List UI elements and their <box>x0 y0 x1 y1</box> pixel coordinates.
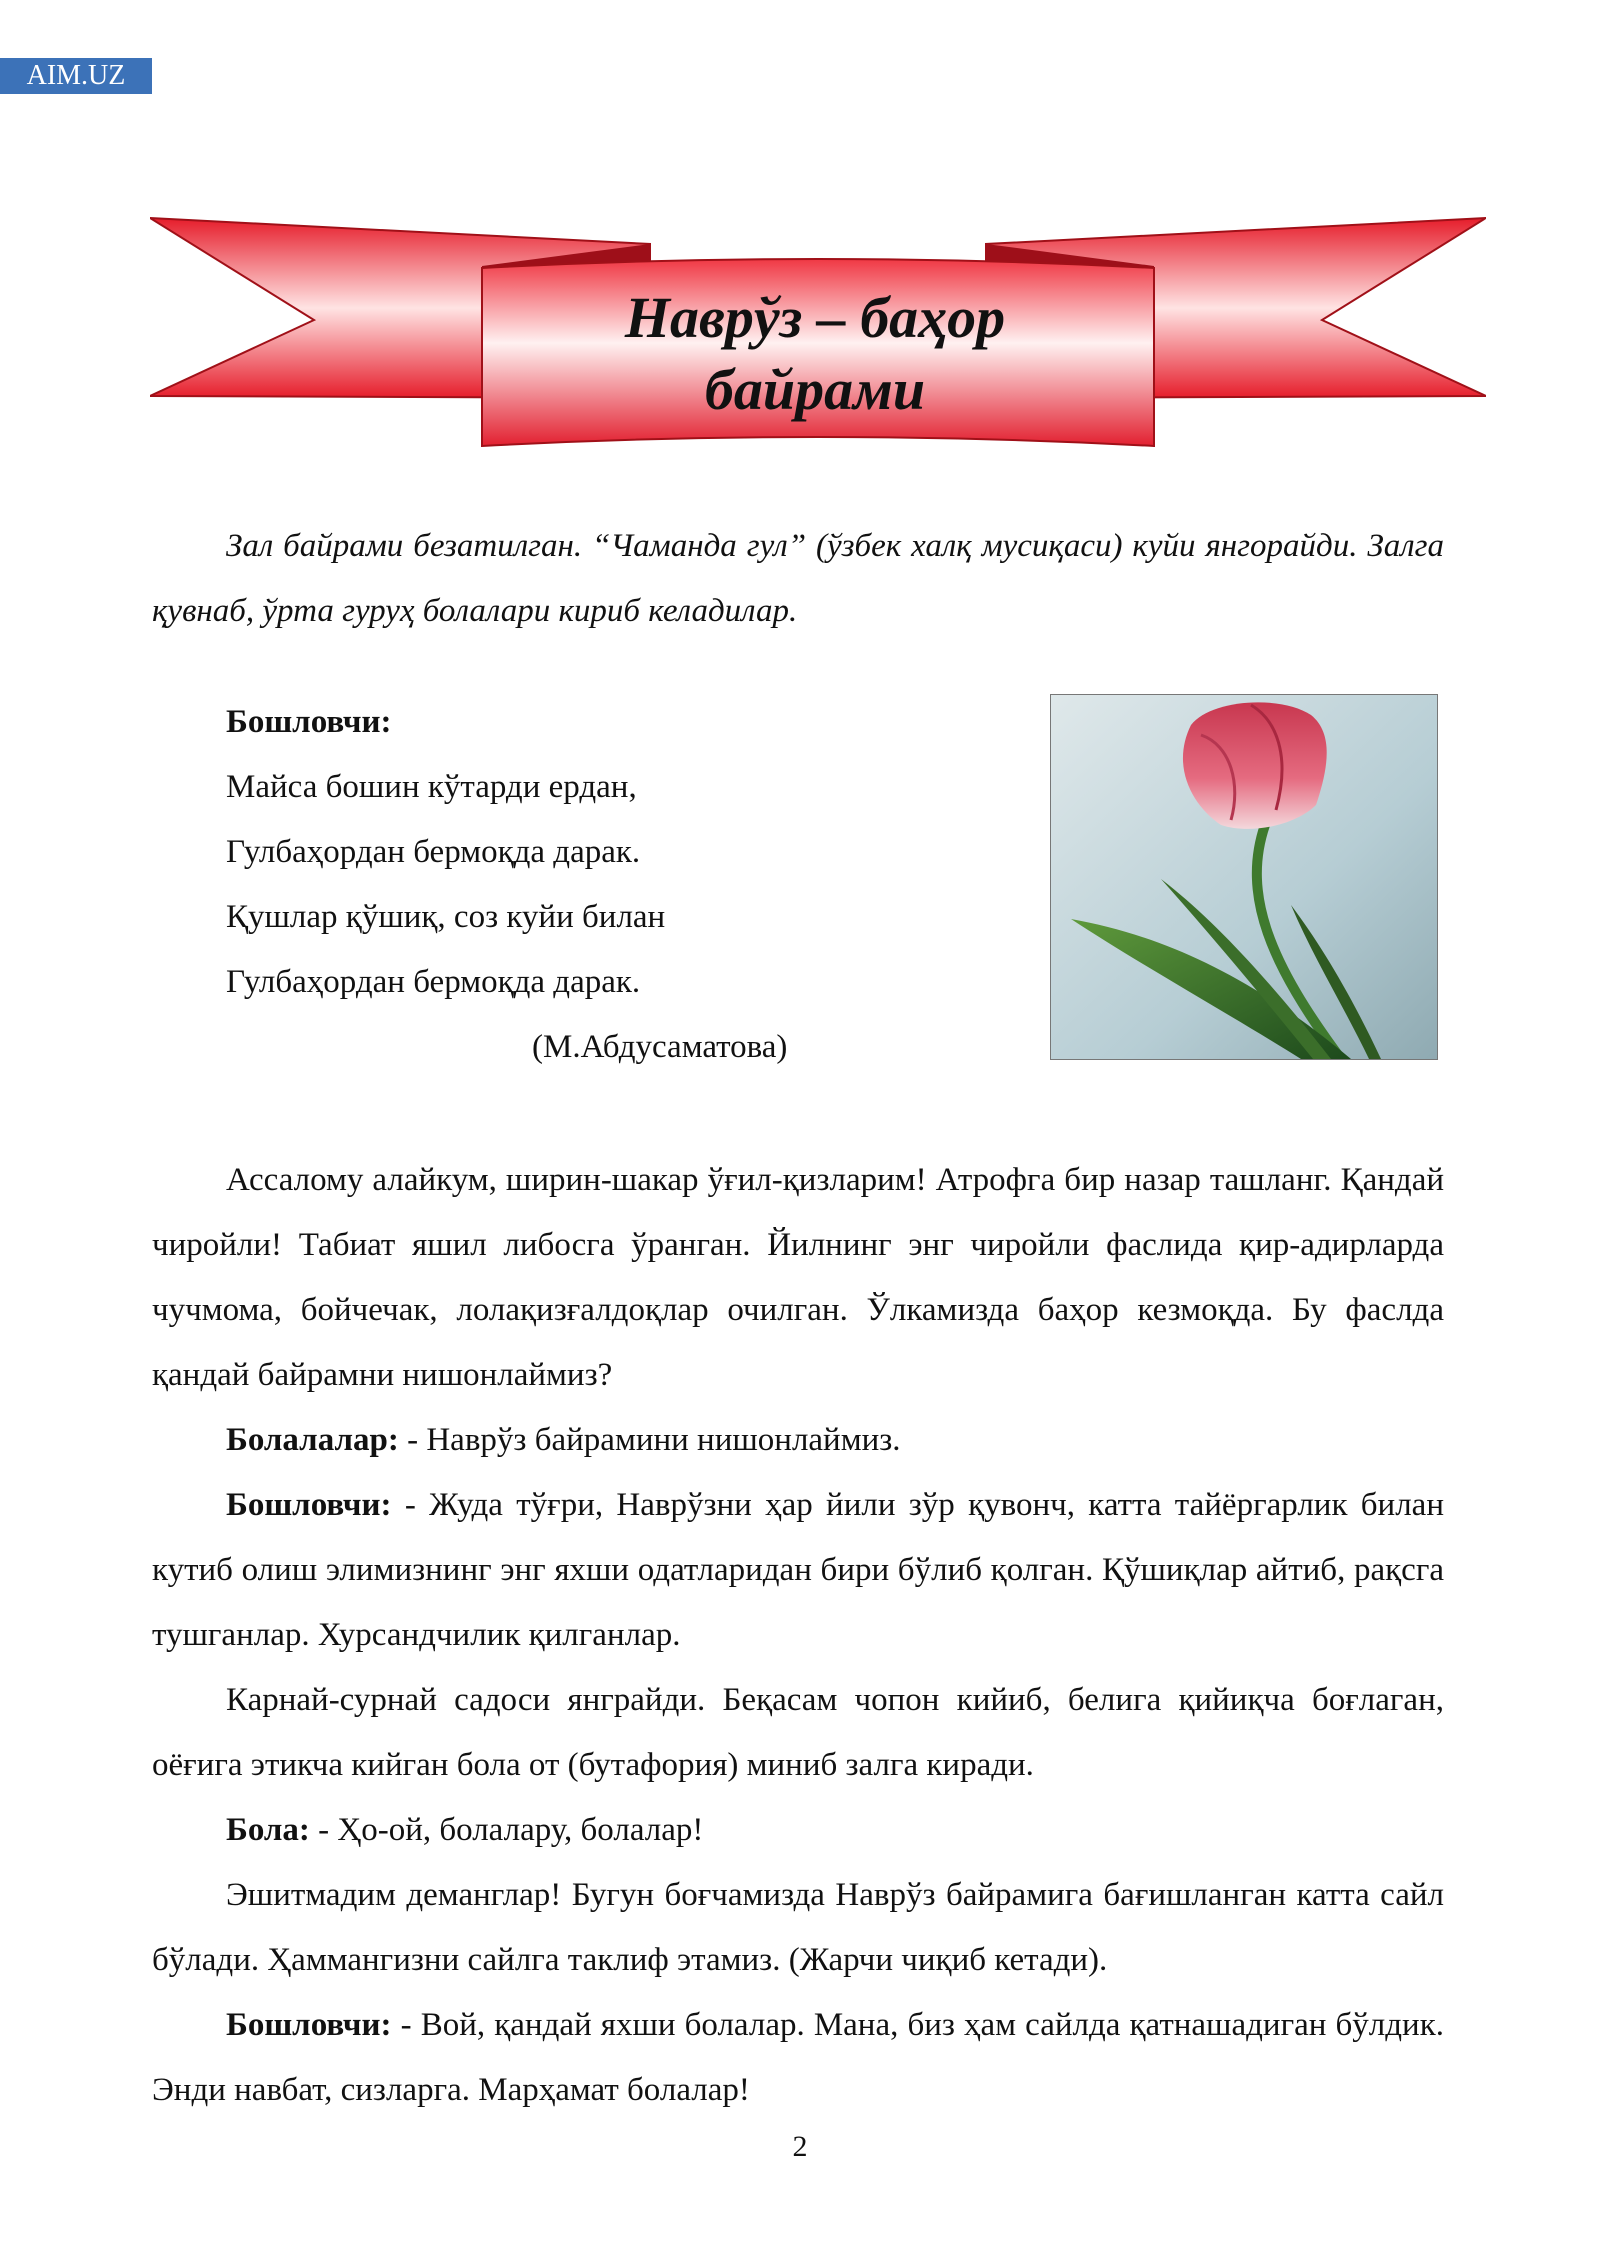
speaker-label: Бошловчи: <box>226 2007 392 2043</box>
paragraph <box>152 1473 1444 1668</box>
speaker-label: Бошловчи: <box>226 1487 392 1523</box>
main-text <box>152 1148 1444 2123</box>
speaker-label: Болалалар: <box>226 1422 399 1458</box>
poem-speaker: Бошловчи: <box>226 704 392 740</box>
poem-block <box>226 690 1046 1080</box>
paragraph-text: - Наврўз байрамини нишонлаймиз. <box>398 1422 901 1458</box>
title-ribbon-banner <box>150 212 1486 462</box>
paragraph-text: Ассалому алайкум, ширин-шакар ўғил-қизларим! Атрофга бир назар ташланг. Қандай чиройли! Табиат яшил либосга ўранган. Йилнинг энг чиройли фаслида қир-адирларда чучмома, бойчечак, лолақизғалдоқлар очилган. Ўлкамизда баҳор кезмоқда. Бу фаслда қандай байрамни нишонлаймиз? <box>152 1162 1444 1393</box>
title-line-1: Наврўз – баҳор <box>624 285 1006 350</box>
page-number: 2 <box>792 2130 808 2163</box>
poem-line: Гулбаҳордан бермоқда дарак. <box>226 964 641 1000</box>
tulip-icon <box>1051 695 1437 1059</box>
paragraph-text: - Ҳо-ой, болалару, болалар! <box>309 1812 704 1848</box>
poem-line: Майса бошин кўтарди ердан, <box>226 769 637 805</box>
title-line-2: байрами <box>704 357 926 422</box>
paragraph-text: Эшитмадим деманглар! Бугун боғчамизда Наврўз байрамига бағишланган катта сайл бўлади. Ҳаммангизни сайлга таклиф этамиз. (Жарчи чиқиб кетади). <box>152 1877 1444 1978</box>
intro-stage-direction <box>152 514 1444 644</box>
site-watermark-badge: AIM.UZ <box>0 58 152 94</box>
intro-paragraph: Зал байрами безатилган. “Чаманда гул” (ўзбек халқ мусиқаси) куйи янгорайди. Залга қувнаб, ўрта гуруҳ болалари кириб келадилар. <box>152 528 1444 629</box>
speaker-label: Бола: <box>226 1812 310 1848</box>
paragraph <box>152 1863 1444 1993</box>
page-title <box>480 282 1150 426</box>
paragraph <box>152 1668 1444 1798</box>
paragraph <box>152 1408 1444 1473</box>
paragraph <box>152 1798 1444 1863</box>
paragraph-text: - Жуда тўғри, Наврўзни ҳар йили зўр қувонч, катта тайёргарлик билан кутиб олиш элимизнинг энг яхши одатларидан бири бўлиб қолган. Қўшиқлар айтиб, рақсга тушганлар. Хурсандчилик қилганлар. <box>152 1487 1444 1653</box>
paragraph-text: - Вой, қандай яхши болалар. Мана, биз ҳам сайлда қатнашадиган бўлдик. Энди навбат, сизларга. Марҳамат болалар! <box>152 2007 1444 2108</box>
poem-author: (М.Абдусаматова) <box>532 1029 788 1065</box>
paragraph <box>152 1148 1444 1408</box>
poem-line: Гулбаҳордан бермоқда дарак. <box>226 834 641 870</box>
tulip-image <box>1050 694 1438 1060</box>
paragraph-text: Карнай-сурнай садоси янграйди. Беқасам чопон кийиб, белига қийиқча боғлаган, оёғига этикча кийган бола от (бутафория) миниб залга киради. <box>152 1682 1444 1783</box>
paragraph <box>152 1993 1444 2123</box>
poem-line: Қушлар қўшиқ, соз куйи билан <box>226 899 666 935</box>
